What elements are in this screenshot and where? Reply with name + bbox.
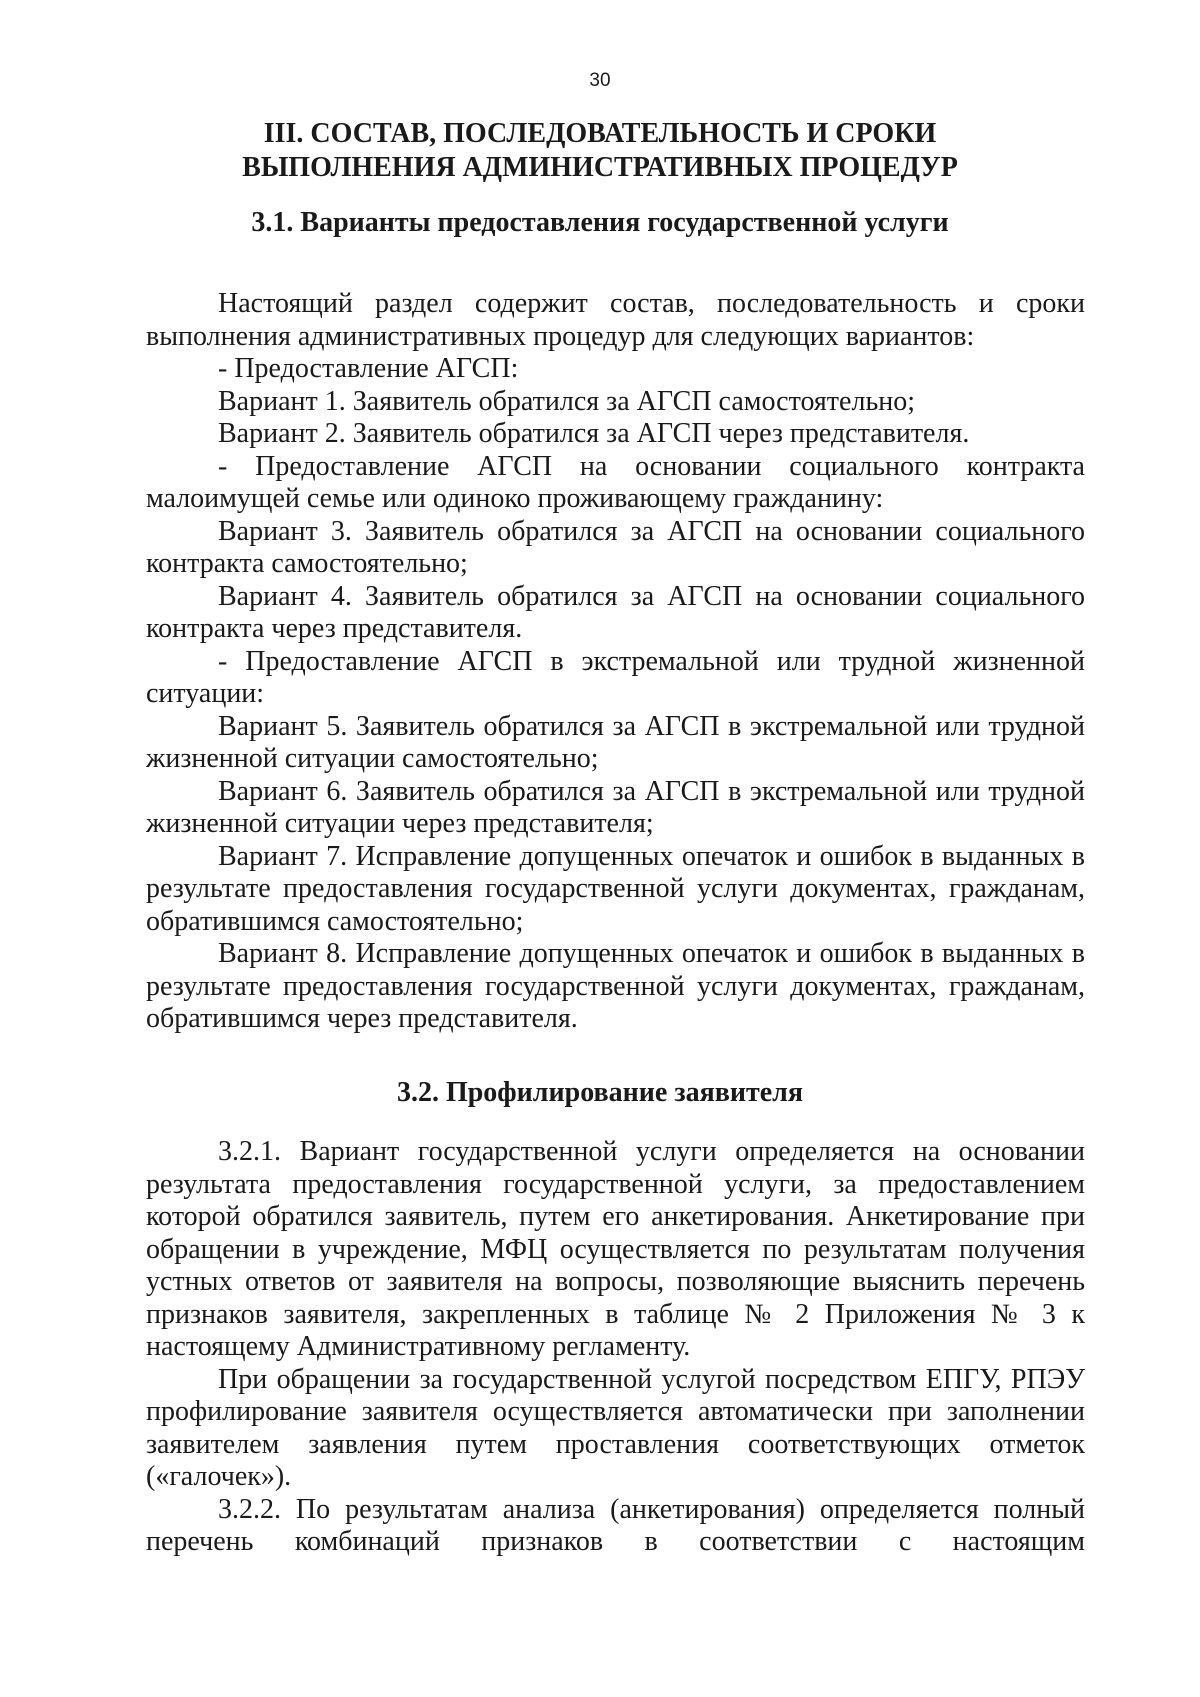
paragraph: При обращении за государственной услугой посредством ЕПГУ, РПЭУ профилирование заявителя осуществляется автоматически при заполнении заявителем заявления путем проставления соответствующих отметок («галочек»). [146,1363,1085,1492]
paragraph: Вариант 6. Заявитель обратился за АГСП в экстремальной или трудной жизненной ситуации через представителя; [146,775,1085,839]
paragraph: - Предоставление АГСП: [218,353,519,384]
paragraph: Вариант 1. Заявитель обратился за АГСП самостоятельно; [218,385,915,417]
section-title [160,117,1040,185]
paragraph: 3.2.2. По результатам анализа (анкетирования) определяется полный перечень комбинаций признаков в соответствии с настоящим [146,1493,1085,1557]
subsection-title-3-1: 3.1. Варианты предоставления государственной услуги [251,207,949,238]
subsection-3-1-body [146,288,1085,1036]
page-number: 30 [589,70,611,91]
paragraph: Вариант 4. Заявитель обратился за АГСП на основании социального контракта через представителя. [146,580,1085,644]
paragraph: Вариант 7. Исправление допущенных опечаток и ошибок в выданных в результате предоставления государственной услуги документах, гражданам, обратившимся самостоятельно; [146,840,1085,937]
paragraph: Вариант 3. Заявитель обратился за АГСП на основании социального контракта самостоятельно; [146,515,1085,579]
paragraph: Настоящий раздел содержит состав, последовательность и сроки выполнения административных процедур для следующих вариантов: [146,288,1085,352]
paragraph: 3.2.1. Вариант государственной услуги определяется на основании результата предоставления государственной услуги, за предоставлением которой обратился заявитель, путем его анкетирования. Анкетирование при обращении в учреждение, МФЦ осуществляется по результатам получения устных ответов от заявителя на вопросы, позволяющие выяснить перечень признаков заявителя, закрепленных в таблице № 2 Приложения № 3 к настоящему Административному регламенту. [146,1136,1085,1362]
paragraph: Вариант 2. Заявитель обратился за АГСП через представителя. [218,418,970,449]
paragraph: Вариант 5. Заявитель обратился за АГСП в экстремальной или трудной жизненной ситуации самостоятельно; [146,710,1085,774]
paragraph: - Предоставление АГСП на основании социального контракта малоимущей семье или одиноко проживающему гражданину: [146,450,1085,514]
section-title-line-2: ВЫПОЛНЕНИЯ АДМИНИСТРАТИВНЫХ ПРОЦЕДУР [242,152,958,183]
paragraph: Вариант 8. Исправление допущенных опечаток и ошибок в выданных в результате предоставления государственной услуги документах, гражданам, обратившимся через представителя. [146,938,1085,1034]
subsection-title-3-2: 3.2. Профилирование заявителя [396,1077,804,1108]
paragraph: - Предоставление АГСП в экстремальной или трудной жизненной ситуации: [146,645,1085,709]
subsection-3-2-body [146,1136,1085,1559]
section-title-line-1: III. СОСТАВ, ПОСЛЕДОВАТЕЛЬНОСТЬ И СРОКИ [263,118,937,149]
